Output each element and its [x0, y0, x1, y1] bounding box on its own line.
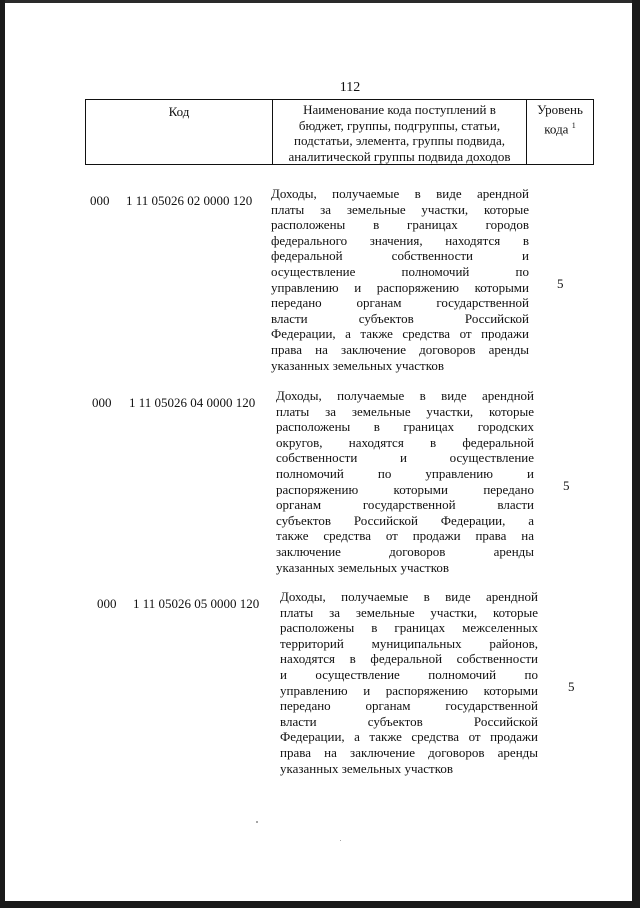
- name-line: находятся в федеральной собственности: [280, 651, 538, 667]
- name-line: органам государственной власти: [276, 497, 534, 513]
- name-line: Доходы, получаемые в виде арендной: [280, 589, 538, 604]
- name-line: платы за земельные участки, которые: [276, 403, 534, 419]
- income-name: [271, 186, 529, 373]
- header-name: [273, 100, 527, 164]
- name-line: осуществление полномочий по: [271, 263, 529, 279]
- name-line: расположены в границах межселенных: [280, 620, 538, 636]
- name-line: платы за земельные участки, которые: [271, 201, 529, 217]
- admin-code: 000: [92, 395, 112, 410]
- level-value: 5: [557, 276, 564, 291]
- name-line: собственности и осуществление: [276, 450, 534, 466]
- header-level-line2: кода $^1$: [544, 120, 576, 136]
- name-line: платы за земельные участки, которые: [280, 604, 538, 620]
- name-line: округов, находятся в федеральной: [276, 434, 534, 450]
- income-name: [280, 589, 538, 776]
- name-line: власти субъектов Российской: [271, 310, 529, 326]
- header-level-line: Уровень: [537, 102, 583, 117]
- name-line: права на заключение договоров аренды: [271, 341, 529, 357]
- name-line: территорий муниципальных районов,: [280, 635, 538, 651]
- header-code: Код: [86, 100, 273, 164]
- income-code: 1 11 05026 04 0000 120: [129, 395, 256, 410]
- name-line: полномочий по управлению и: [276, 465, 534, 481]
- name-line: передано органам государственной: [271, 295, 529, 311]
- admin-code: 000: [97, 596, 117, 611]
- footnote-marker: 1: [571, 120, 576, 130]
- income-name: [276, 388, 534, 575]
- name-line: указанных земельных участков: [280, 760, 454, 776]
- level-value: 5: [563, 478, 570, 493]
- header-name-line: аналитической группы подвида доходов: [288, 148, 511, 164]
- income-code: 1 11 05026 02 0000 120: [126, 193, 253, 208]
- header-level: [527, 100, 593, 164]
- name-line: Федерации, а также средства от продажи: [280, 729, 538, 745]
- name-line: указанных земельных участков: [276, 559, 450, 575]
- name-line: Доходы, получаемые в виде арендной: [271, 186, 529, 201]
- scan-speck: [340, 840, 341, 841]
- header-name-line: бюджет, группы, подгруппы, статьи,: [298, 117, 501, 133]
- name-line: Федерации, а также средства от продажи: [271, 326, 529, 342]
- name-line: управлению и распоряжению которыми: [271, 279, 529, 295]
- name-line: субъектов Российской Федерации, а: [276, 512, 534, 528]
- name-line: права на заключение договоров аренды: [280, 744, 538, 760]
- name-line: Доходы, получаемые в виде арендной: [276, 388, 534, 403]
- income-code: 1 11 05026 05 0000 120: [133, 596, 260, 611]
- name-line: федеральной собственности и: [271, 248, 529, 264]
- name-line: власти субъектов Российской: [280, 713, 538, 729]
- scan-edge-right: [632, 0, 640, 908]
- scan-speck: [256, 821, 258, 823]
- name-line: указанных земельных участков: [271, 357, 445, 373]
- header-name-line: Наименование кода поступлений в: [303, 102, 496, 117]
- name-line: распоряжению которыми передано: [276, 481, 534, 497]
- name-line: управлению и распоряжению которыми: [280, 682, 538, 698]
- level-value: 5: [568, 679, 575, 694]
- scan-edge-left: [0, 0, 5, 908]
- name-line: заключение договоров аренды: [276, 543, 534, 559]
- name-line: и осуществление полномочий по: [280, 666, 538, 682]
- name-line: федерального значения, находятся в: [271, 232, 529, 248]
- admin-code: 000: [90, 193, 110, 208]
- name-line: расположены в границах городов: [271, 217, 529, 233]
- name-line: также средства от продажи права на: [276, 528, 534, 544]
- name-line: расположены в границах городских: [276, 419, 534, 435]
- name-line: передано органам государственной: [280, 698, 538, 714]
- page-number: 112: [339, 80, 361, 95]
- scan-edge-bottom: [0, 901, 640, 908]
- header-name-line: подстатьи, элемента, группы подвида,: [294, 133, 505, 148]
- scan-edge-top: [0, 0, 640, 3]
- table-header: [85, 99, 594, 165]
